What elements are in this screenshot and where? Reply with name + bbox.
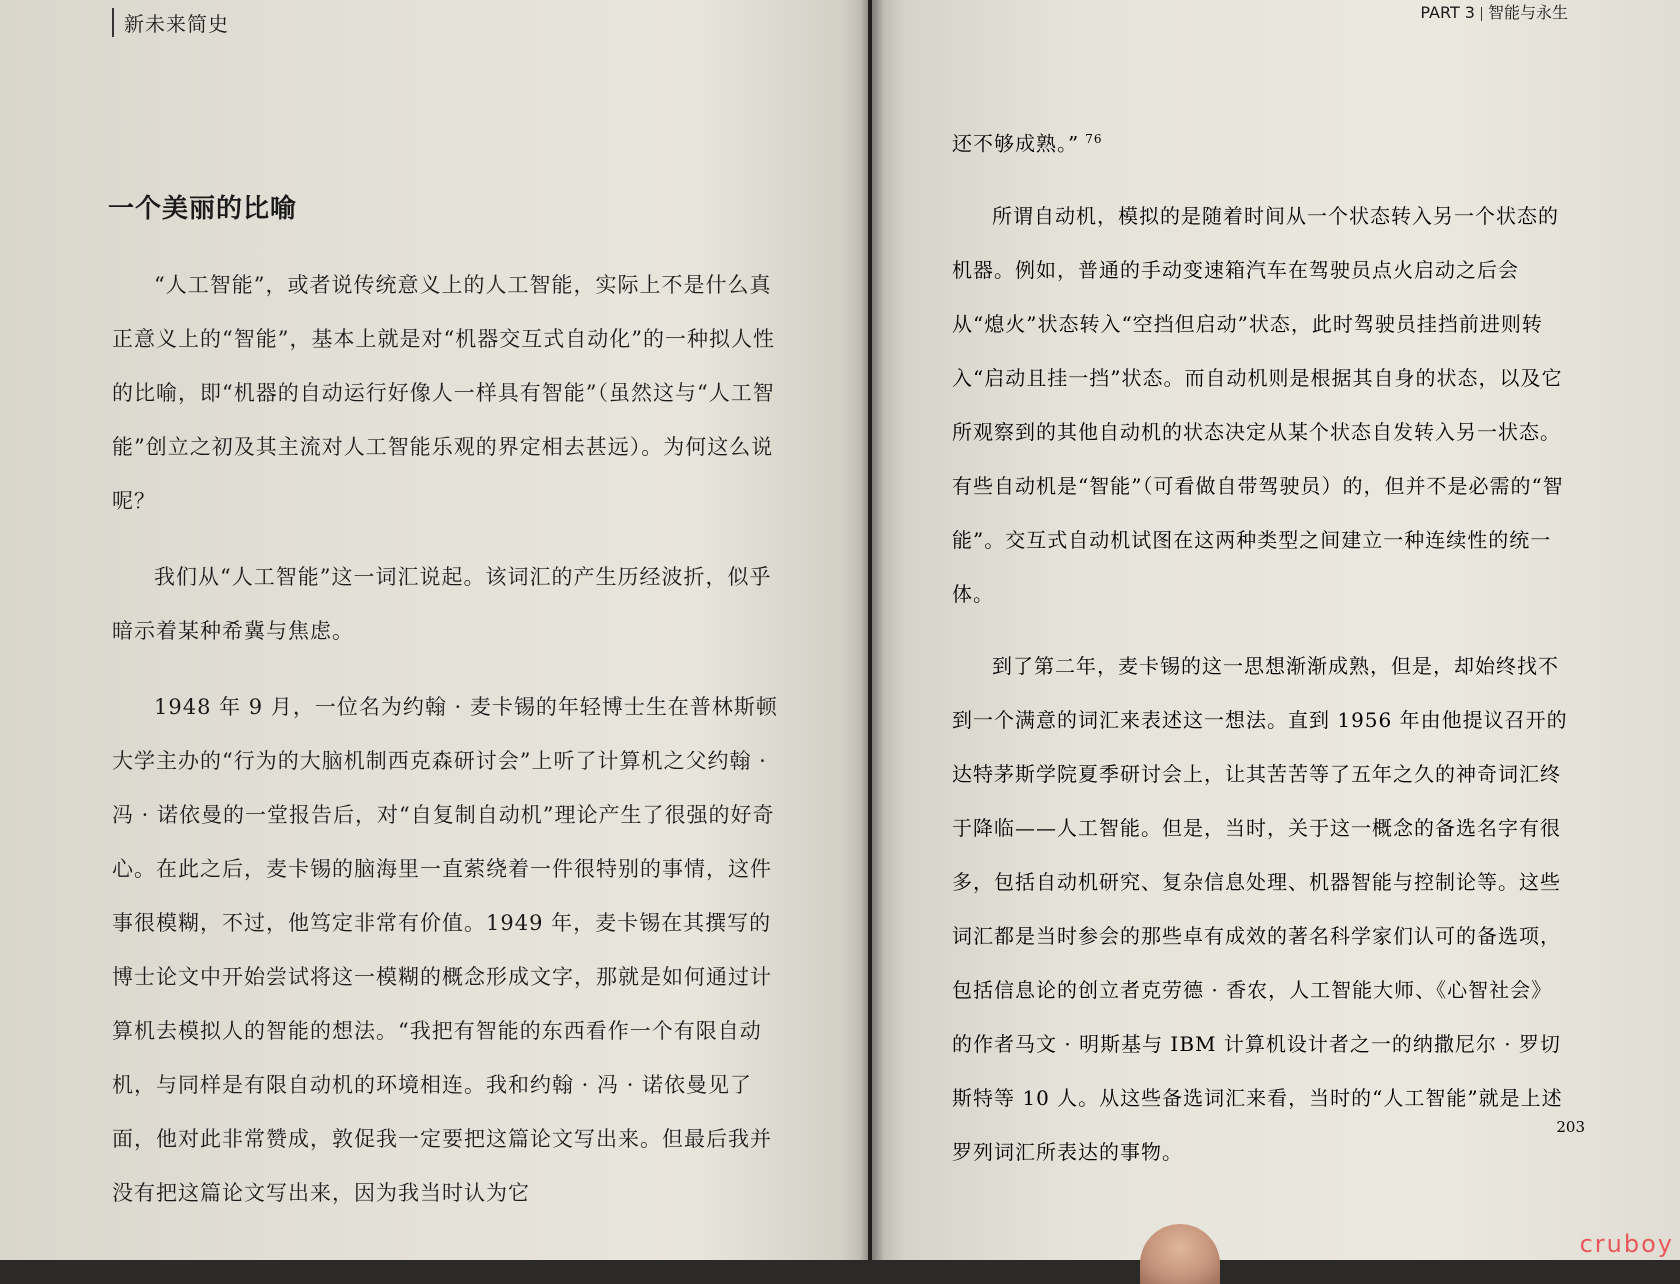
part-title: 智能与永生 (1487, 3, 1568, 22)
section-title: 一个美丽的比喻 (108, 194, 298, 224)
part-label: PART 3 (1420, 3, 1475, 22)
paragraph: 1948 年 9 月，一位名为约翰 · 麦卡锡的年轻博士生在普林斯顿大学主办的“行为的大脑机制西克森研讨会”上听了计算机之父约翰 · 冯 · 诺依曼的一堂报告后，对“自复制自动机”理论产生了很强的好奇心。在此之后，麦卡锡的脑海里一直萦绕着一件很特别的事情，这件事很模糊，不过，他笃定非常有价值。1949 年，麦卡锡在其撰写的博士论文中开始尝试将这一模糊的概念形成文字，那就是如何通过计算机去模拟人的智能的想法。“我把有智能的东西看作一个有限自动机，与同样是有限自动机的环境相连。我和约翰 · 冯 · 诺依曼见了面，他对此非常赞成，敦促我一定要把这篇论文写出来。但最后我并没有把这篇论文写出来，因为我当时认为它 (112, 695, 778, 1205)
divider (1481, 7, 1482, 21)
watermark: cruboy (1579, 1230, 1674, 1258)
left-body-text (112, 258, 792, 1220)
page-number: 203 (1556, 1118, 1585, 1136)
footnote-ref: 76 (1085, 132, 1103, 146)
paragraph: “人工智能”，或者说传统意义上的人工智能，实际上不是什么真正意义上的“智能”，基本上就是对“机器交互式自动化”的一种拟人性的比喻，即“机器的自动运行好像人一样具有智能”（虽然这与“人工智能”创立之初及其主流对人工智能乐观的界定相去甚远）。为何这么说呢？ (112, 273, 775, 513)
book-gutter (860, 0, 884, 1260)
continued-text: 还不够成熟。” (952, 131, 1080, 156)
right-body-text (952, 112, 1572, 1179)
paragraph: 所谓自动机，模拟的是随着时间从一个状态转入另一个状态的机器。例如，普通的手动变速箱汽车在驾驶员点火启动之后会从“熄火”状态转入“空挡但启动”状态，此时驾驶员挂挡前进则转入“启动且挂一挡”状态。而自动机则是根据其自身的状态，以及它所观察到的其他自动机的状态决定从某个状态自发转入另一状态。有些自动机是“智能”（可看做自带驾驶员）的，但并不是必需的“智能”。交互式自动机试图在这两种类型之间建立一种连续性的统一体。 (952, 203, 1564, 606)
running-head-book-title: 新未来简史 (112, 8, 229, 37)
paragraph: 到了第二年，麦卡锡的这一思想渐渐成熟，但是，却始终找不到一个满意的词汇来表述这一想法。直到 1956 年由他提议召开的达特茅斯学院夏季研讨会上，让其苦苦等了五年之久的神奇词汇终于降临——人工智能。但是，当时，关于这一概念的备选名字有很多，包括自动机研究、复杂信息处理、机器智能与控制论等。这些词汇都是当时参会的那些卓有成效的著名科学家们认可的备选项，包括信息论的创立者克劳德 · 香农，人工智能大师、《心智社会》的作者马文 · 明斯基与 IBM 计算机设计者之一的纳撒尼尔 · 罗切斯特等 10 人。从这些备选词汇来看，当时的“人工智能”就是上述罗列词汇所表达的事物。 (952, 653, 1568, 1164)
paragraph: 我们从“人工智能”这一词汇说起。该词汇的产生历经波折，似乎暗示着某种希冀与焦虑。 (112, 565, 772, 643)
running-head-part (1420, 0, 1568, 23)
continued-line (952, 112, 1572, 171)
